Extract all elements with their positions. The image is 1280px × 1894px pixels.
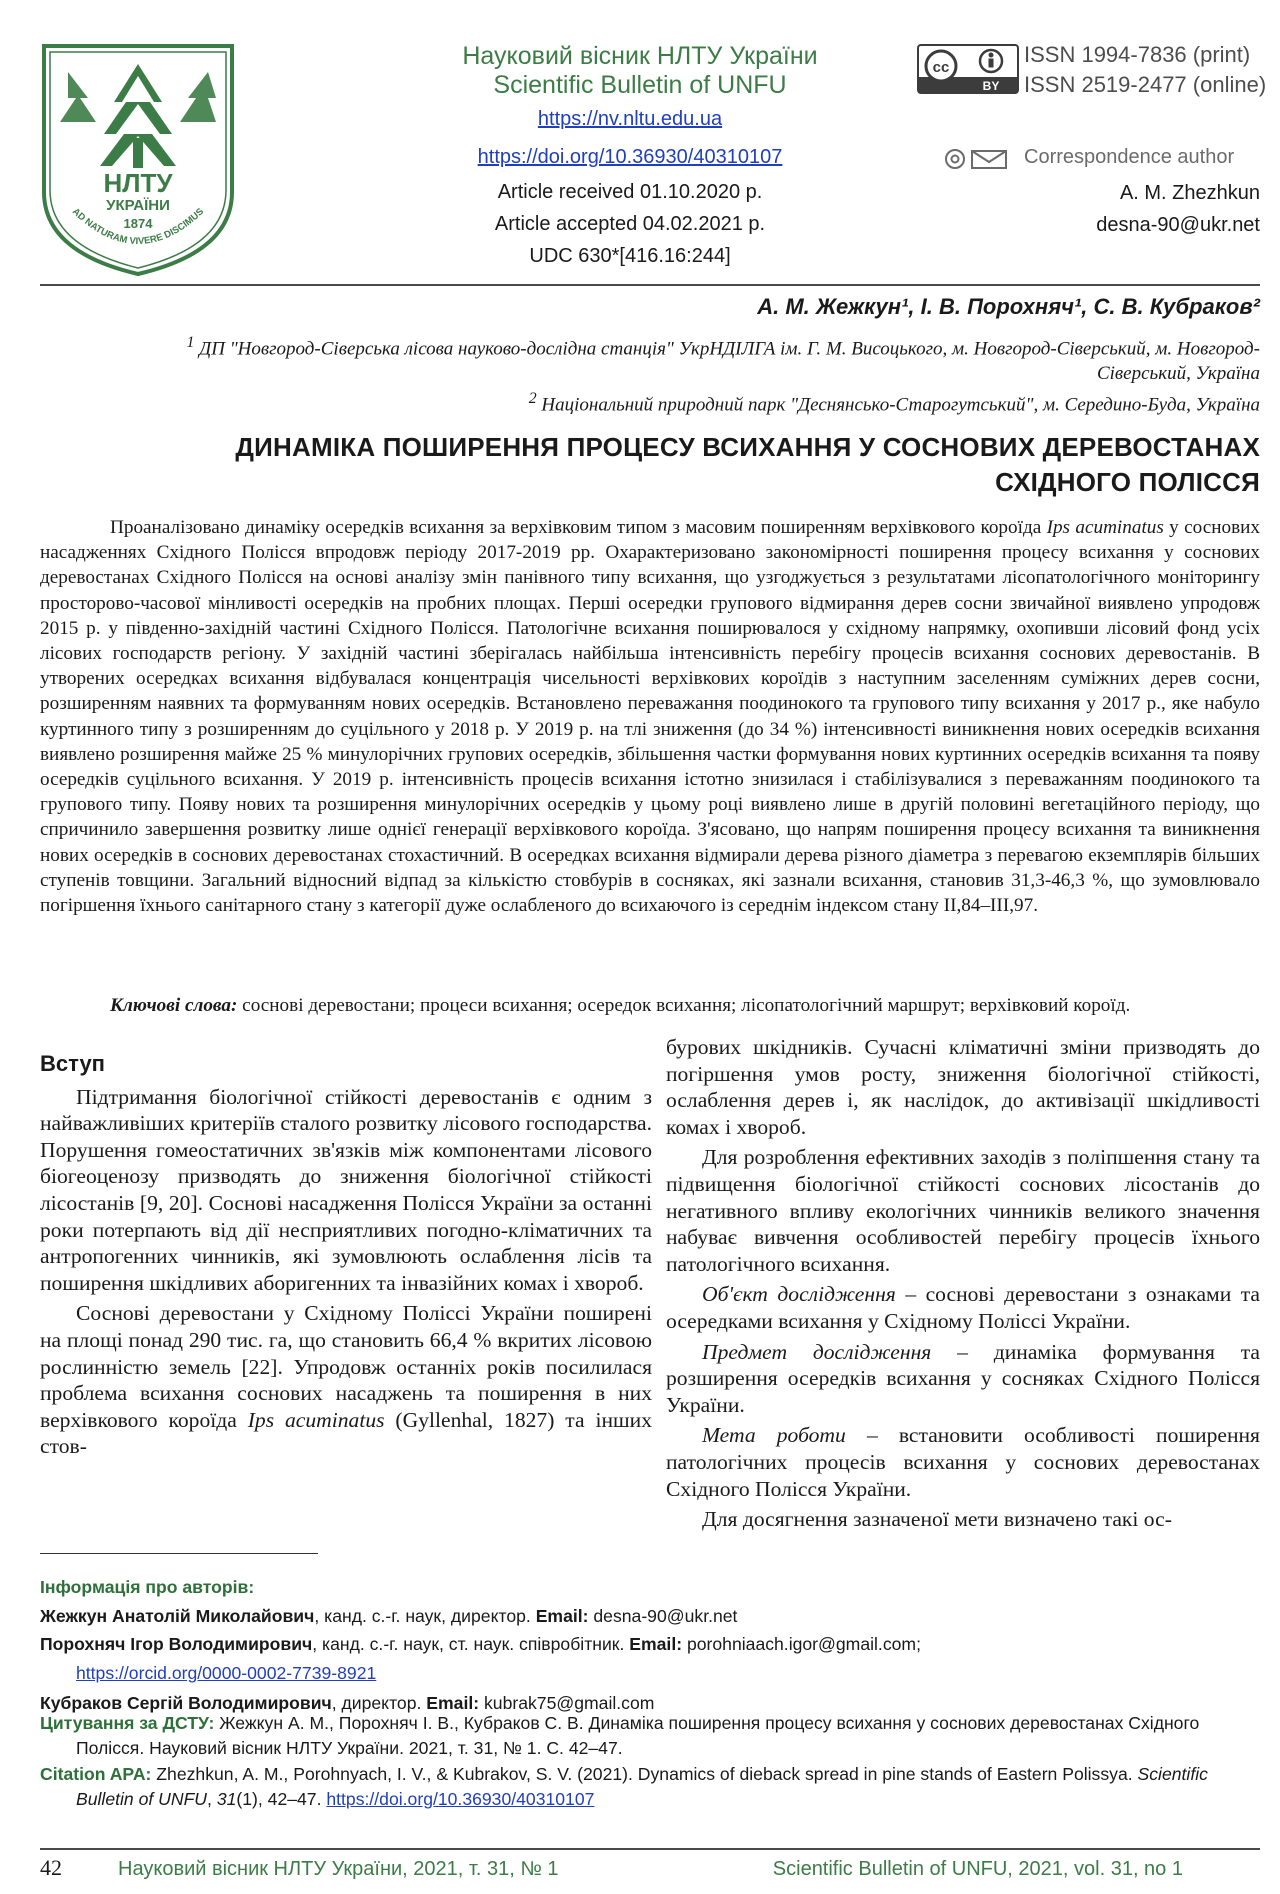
- received-date: Article received 01.10.2020 р.: [497, 181, 763, 203]
- article-title-line-2: СХІДНОГО ПОЛІССЯ: [995, 467, 1260, 497]
- section-heading: Вступ: [40, 1051, 105, 1076]
- paragraph: бурових шкідників. Сучасні кліматичні зміни призводять до погіршення умов росту, зниження біологічної стійкості, ослаблення дерев і, як наслідок, до активізації шкідливості комах і хвороб.: [666, 1035, 1260, 1139]
- accepted-date: Article accepted 04.02.2021 р.: [494, 213, 766, 235]
- species-name: Ips acuminatus: [1046, 517, 1164, 538]
- keywords-label: Ключові слова:: [110, 995, 238, 1016]
- journal-title-ua: Науковий вісник НЛТУ України: [462, 42, 818, 70]
- citation-dstu: Цитування за ДСТУ: Жежкун А. М., Порохняч І. В., Кубраков С. В. Динаміка поширення процесу всихання у соснових деревостанах Східного Полісся. Науковий вісник НЛТУ України. 2021, т. 31, № 1. С. 42–47.: [40, 1713, 1200, 1758]
- paragraph: Мета роботи – встановити особливості поширення патологічних процесів всихання у соснових деревостанах Східного Полісся України.: [666, 1423, 1260, 1501]
- author-1-info: Жежкун Анатолій Миколайович, канд. с.-г. наук, директор. Email: desna-90@ukr.net: [40, 1605, 738, 1626]
- correspondence-author: [1096, 177, 1260, 241]
- issn-online: ISSN 2519-2477 (online): [1024, 72, 1267, 97]
- page-number: 42: [40, 1855, 62, 1880]
- body-column-left: [40, 1045, 652, 1464]
- affiliations: [100, 330, 1260, 418]
- issn-print: ISSN 1994-7836 (print): [1024, 42, 1251, 67]
- header-divider: [40, 284, 1260, 286]
- affiliation-2: $^2$ Національний природний парк "Деснянсько-Старогутський", м. Середино-Буда, Україна: [528, 390, 1260, 416]
- footer-journal-ua: Науковий вісник НЛТУ України, 2021, т. 31, № 1: [118, 1858, 559, 1880]
- issn-block: [1024, 40, 1266, 100]
- affiliation-1: $^1$ ДП "Новгород-Сіверська лісова науково-дослідна станція" УкрНДІЛГА ім. Г. М. Висоцького, м. Новгород-Сіверський, м. Новгород-Сіверський, Україна: [186, 334, 1260, 385]
- paragraph: Підтримання біологічної стійкості деревостанів є одним з найважливіших критеріїв сталого розвитку лісового господарства. Порушення гомеостатичних зв'язків між компонентами лісового біогеоценозу призводять до зниження біологічної стійкості лісостанів [9, 20]. Соснові насадження Полісся України за останні роки потерпають від дії несприятливих погодно-кліматичних та антропогенних чинників, які зумовлюють ослаблення лісів та поширення шкідливих аборигенних та інвазійних комах і хвороб.: [40, 1084, 652, 1295]
- envelope-icon: [972, 151, 1006, 168]
- logo-motto: AD NATURAM VIVERE DISCIMUS: [69, 206, 207, 248]
- authors-line: А. М. Жежкун¹, І. В. Порохняч¹, С. В. Кубраков²: [757, 294, 1260, 319]
- logo-letters-bottom: УКРАЇНИ: [106, 197, 170, 214]
- article-dates: [400, 176, 860, 272]
- paragraph: Об'єкт дослідження – соснові деревостани з ознаками та осередками всихання у Східному Поліссі України.: [666, 1282, 1261, 1333]
- header-links: [400, 100, 860, 176]
- correspondence-icons: [944, 146, 1016, 172]
- article-title-line-1: ДИНАМІКА ПОШИРЕННЯ ПРОЦЕСУ ВСИХАННЯ У СОСНОВИХ ДЕРЕВОСТАНАХ: [235, 432, 1260, 462]
- cc-label: cc: [932, 59, 950, 76]
- author-2-info: Порохняч Ігор Володимирович, канд. с.-г. наук, ст. наук. співробітник. Email: porohniaach.igor@gmail.com; https://orcid.org/0000-0002-7739-8921: [40, 1634, 921, 1683]
- citations: [40, 1711, 1260, 1813]
- correspondence-author-email: desna-90@ukr.net: [1096, 214, 1260, 236]
- article-doi-link[interactable]: https://doi.org/10.36930/40310107: [477, 146, 783, 168]
- correspondence-author-name: A. M. Zhezhkun: [1119, 182, 1260, 204]
- at-sign-icon: [946, 150, 964, 168]
- cc-by-icon: [917, 44, 1019, 94]
- journal-title: [450, 42, 830, 100]
- footer-divider: [40, 1848, 1260, 1850]
- correspondence-label: Correspondence author: [1024, 146, 1235, 168]
- authors-info: [40, 1573, 1260, 1718]
- logo-year: 1874: [123, 216, 153, 231]
- abstract: Проаналізовано динаміку осередків всихання за верхівковим типом з масовим поширенням верхівкового короїда Ips acuminatus у соснових насадженнях Східного Полісся впродовж періоду 2017-2019 рр. Охарактеризовано закономірності поширення процесу всихання у соснових деревостанах Східного Полісся на основі аналізу змін панівного типу всихання, що узгоджується з результатами лісопатологічного моніторингу просторово-часової мінливості осередків на пробних площах. Перші осередки групового відмирання дерев сосни звичайної виявлено упродовж 2015 р. у південно-західній частині Східного Полісся. Патологічне всихання поширювалося у східному напрямку, охопивши лісовий фонд усіх лісових господарств регіону. У західній частині зберігалась найбільша інтенсивність перебігу процесів всихання соснових деревостанів. В утворених осередках всихання відбувалася концентрація чисельності верхівкових короїдів з наступним заселенням суміжних дерев сосни, розширенням наявних та формуванням нових осередків. Встановлено переважання поодинокого та групового типу всихання у 2017 р., яке набуло куртинного типу з розширенням до суцільного у 2018 р. У 2019 р. на тлі зниження (до 34 %) інтенсивності виникнення нових осередків всихання виявлено розширення майже 25 % минулорічних групових осередків, збільшення частки формування нових куртинних осередків всихання та появу осередків суцільного всихання. У 2019 р. інтенсивність процесів всихання істотно знизилася і стабілізувалися з переважанням поодинокого та групового типу. Появу нових та розширення минулорічних осередків у цьому році виявлено лише в другій половині вегетаційного періоду, що спричинило завершення розвитку лише однієї генерації верхівкового короїда. З'ясовано, що напрям поширення процесу всихання та виникнення нових осередків в соснових деревостанах стохастичний. В осередках всихання відмирали дерева різного діаметра з перевагою екземплярів більших ступенів товщини. Загальний відносний відпад за кількістю стовбурів в сосняках, які зазнали всихання, становив 31,3-46,3 %, що зумовлювало погіршення їхнього санітарного стану з категорії дуже ослабленого до всихаючого із середнім індексом стану ІІ,84–ІІІ,97.: [40, 517, 1261, 917]
- keywords-text: соснові деревостани; процеси всихання; осередок всихання; лісопатологічний маршрут; верхівковий короїд.: [237, 995, 1131, 1016]
- authors-info-heading: Інформація про авторів:: [40, 1577, 255, 1597]
- paragraph: Предмет дослідження – динаміка формування та розширення осередків всихання у сосняках Східного Полісся України.: [666, 1339, 1260, 1417]
- university-logo: [40, 42, 236, 278]
- udc-code: UDC 630*[416.16:244]: [529, 245, 731, 267]
- author-3-info: Кубраков Сергій Володимирович, директор. Email: kubrak75@gmail.com: [40, 1693, 655, 1713]
- paragraph: Для досягнення зазначеної мети визначено такі ос-: [702, 1507, 1172, 1532]
- citation-apa: Citation APA: Zhezhkun, A. M., Porohnyach, I. V., & Kubrakov, S. V. (2021). Dynamics of dieback spread in pine stands of Eastern Polissya. Scientific Bulletin of UNFU, 31(1), 42–47. https://doi.org/10.36930/40310107: [40, 1764, 1208, 1809]
- footer-journal-en: Scientific Bulletin of UNFU, 2021, vol. 31, no 1: [772, 1858, 1183, 1880]
- article-title: [100, 430, 1260, 500]
- by-label: BY: [982, 79, 1000, 93]
- orcid-link[interactable]: https://orcid.org/0000-0002-7739-8921: [76, 1662, 377, 1683]
- body-column-right: [666, 1034, 1260, 1537]
- keywords: [40, 995, 1260, 1017]
- paragraph: Соснові деревостани у Східному Поліссі України поширені на площі понад 290 тис. га, що становить 66,4 % вкритих лісовою рослинністю земель [22]. Упродовж останніх років посилилася проблема всихання соснових насаджень та поширення в них верхівкового короїда Ips acuminatus (Gyllenhal, 1827) та інших стов-: [40, 1301, 652, 1459]
- journal-site-link[interactable]: https://nv.nltu.edu.ua: [537, 108, 723, 130]
- footnote-divider: [40, 1553, 318, 1554]
- logo-letters-top: НЛТУ: [103, 168, 173, 198]
- citation-doi-link[interactable]: https://doi.org/10.36930/40310107: [326, 1788, 595, 1809]
- paragraph: Для розроблення ефективних заходів з поліпшення стану та підвищення біологічної стійкості соснових лісостанів до негативного впливу екологічних чинників великого значення набуває вивчення особливостей перебігу процесів їхнього патологічного всихання.: [666, 1145, 1260, 1276]
- journal-title-en: Scientific Bulletin of UNFU: [493, 71, 787, 99]
